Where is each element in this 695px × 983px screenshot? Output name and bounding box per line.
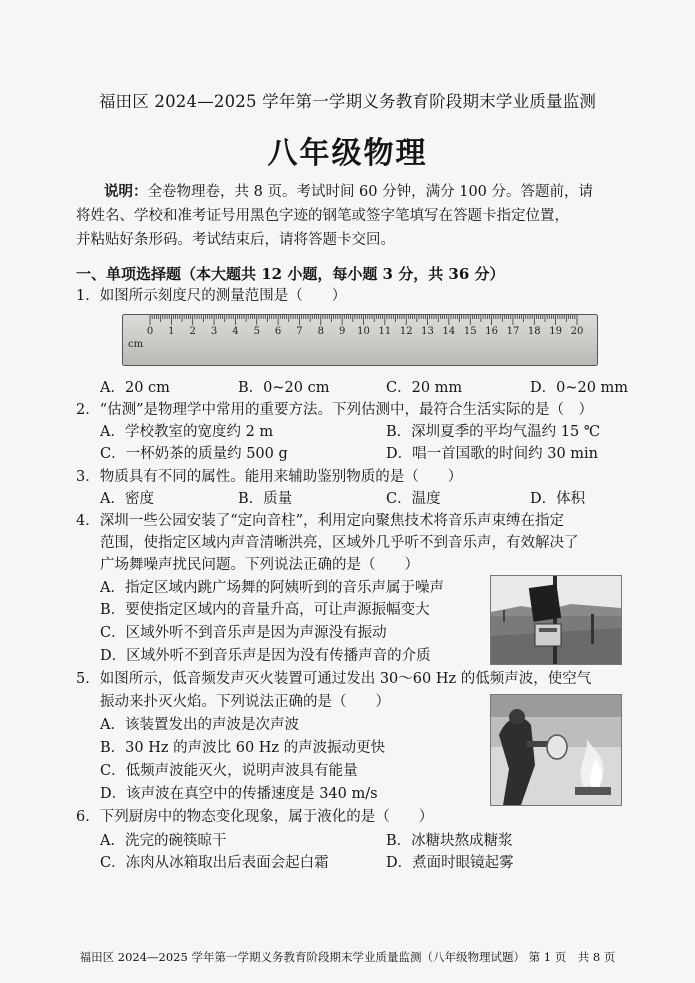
q1-option-c: C．20 mm [386, 380, 463, 396]
q6-option-a: A．洗完的碗筷晾干 [100, 833, 227, 849]
sound-extinguisher-photo [490, 694, 622, 806]
ruler-tick-label: 16 [485, 326, 498, 337]
ruler-labels [147, 326, 584, 337]
q4-option-c: C．区域外听不到音乐声是因为声源没有振动 [100, 625, 387, 641]
ruler-tick-label: 10 [357, 326, 370, 337]
q3-option-a: A．密度 [100, 491, 154, 507]
q5-option-b: B．30 Hz 的声波比 60 Hz 的声波振动更快 [100, 740, 386, 756]
instructions-line3: 并粘贴好条形码。考试结束后，请将答题卡交回。 [76, 232, 395, 248]
ruler-tick-label: 8 [317, 326, 324, 337]
question-1-stem: 1．如图所示刻度尺的测量范围是（ ） [76, 288, 347, 304]
instructions-line1: 全卷物理卷，共 8 页。考试时间 60 分钟，满分 100 分。答题前，请 [147, 184, 594, 200]
q5-option-d: D．该声波在真空中的传播速度是 340 m/s [100, 786, 378, 802]
ruler-tick-label: 13 [421, 326, 434, 337]
q2-option-c: C．一杯奶茶的质量约 500 g [100, 446, 288, 462]
ruler-figure [122, 314, 598, 366]
q1-option-a: A．20 cm [100, 380, 170, 396]
ruler-tick-label: 11 [378, 326, 392, 337]
question-4-stem-line3: 广场舞噪声扰民问题。下列说法正确的是（ ） [100, 557, 419, 573]
question-5-stem-line1: 5．如图所示，低音频发声灭火装置可通过发出 30～60 Hz 的低频声波，使空气 [76, 671, 592, 687]
q4-option-b: B．要使指定区域内的音量升高，可让声源振幅变大 [100, 602, 430, 618]
page-footer: 福田区 2024—2025 学年第一学期义务教育阶段期末学业质量监测（八年级物理试题） 第 1 页 共 8 页 [79, 950, 616, 964]
speaker-pole-photo [490, 575, 622, 665]
q1-option-d: D．0~20 mm [530, 380, 629, 396]
q4-option-a: A．指定区域内跳广场舞的阿姨听到的音乐声属于噪声 [100, 580, 444, 596]
question-5-stem-line2: 振动来扑灭火焰。下列说法正确的是（ ） [100, 694, 390, 710]
ruler-tick-label: 0 [146, 326, 154, 337]
q3-option-c: C．温度 [386, 491, 441, 507]
ruler-tick-label: 3 [210, 326, 218, 337]
q1-option-b: B．0~20 cm [238, 380, 330, 396]
ruler-tick-label: 2 [189, 326, 196, 337]
section-heading: 一、单项选择题（本大题共 12 小题，每小题 3 分，共 36 分） [76, 265, 505, 283]
question-2-stem: 2．“估测”是物理学中常用的重要方法。下列估测中，最符合生活实际的是（ ） [76, 402, 594, 418]
ruler-tick-label: 20 [570, 326, 584, 337]
q3-option-d: D．体积 [530, 491, 586, 507]
ruler-tick-label: 5 [253, 326, 260, 337]
ruler-tick-label: 14 [442, 326, 456, 337]
ruler-tick-label: 12 [399, 326, 413, 337]
ruler-tick-label: 4 [232, 326, 239, 337]
q2-option-d: D．唱一首国歌的时间约 30 min [386, 446, 599, 462]
q5-option-a: A．该装置发出的声波是次声波 [100, 717, 299, 733]
q3-option-b: B．质量 [238, 491, 293, 507]
ruler-tick-label: 1 [168, 326, 175, 337]
ruler-body [123, 315, 598, 366]
q4-option-d: D．区域外听不到音乐声是因为没有传播声音的介质 [100, 648, 431, 664]
instructions [76, 180, 636, 252]
question-3-stem: 3．物质具有不同的属性。能用来辅助鉴别物质的是（ ） [76, 469, 463, 485]
ruler-ticks [150, 315, 577, 325]
instructions-label: 说明： [104, 183, 148, 200]
q2-option-a: A．学校教室的宽度约 2 m [100, 424, 274, 440]
ruler-unit-label: cm [128, 339, 144, 350]
q6-option-b: B．冰糖块熬成糖浆 [386, 833, 513, 849]
instructions-line2: 将姓名、学校和准考证号用黑色字迹的钢笔或签字笔填写在答题卡指定位置， [76, 208, 569, 224]
subject-title: 八年级物理 [267, 136, 428, 171]
ruler-tick-label: 7 [296, 326, 303, 337]
question-6-stem: 6．下列厨房中的物态变化现象，属于液化的是（ ） [76, 809, 434, 825]
q6-option-d: D．煮面时眼镜起雾 [386, 855, 514, 871]
exam-title: 福田区 2024—2025 学年第一学期义务教育阶段期末学业质量监测 [98, 92, 597, 111]
question-4-stem-line1: 4．深圳一些公园安装了“定向音柱”，利用定向聚焦技术将音乐声束缚在指定 [76, 513, 565, 529]
q2-option-b: B．深圳夏季的平均气温约 15 ℃ [386, 424, 601, 440]
q6-option-c: C．冻肉从冰箱取出后表面会起白霜 [100, 855, 329, 871]
ruler-tick-label: 15 [463, 326, 477, 337]
q5-option-c: C．低频声波能灭火，说明声波具有能量 [100, 763, 358, 779]
ruler-tick-label: 6 [274, 326, 282, 337]
ruler-tick-label: 18 [527, 326, 541, 337]
ruler-tick-label: 17 [506, 326, 520, 337]
question-4-stem-line2: 范围，使指定区域内声音清晰洪亮，区域外几乎听不到音乐声，有效解决了 [100, 535, 579, 551]
ruler-tick-label: 19 [549, 326, 563, 337]
ruler-tick-label: 9 [338, 326, 346, 337]
